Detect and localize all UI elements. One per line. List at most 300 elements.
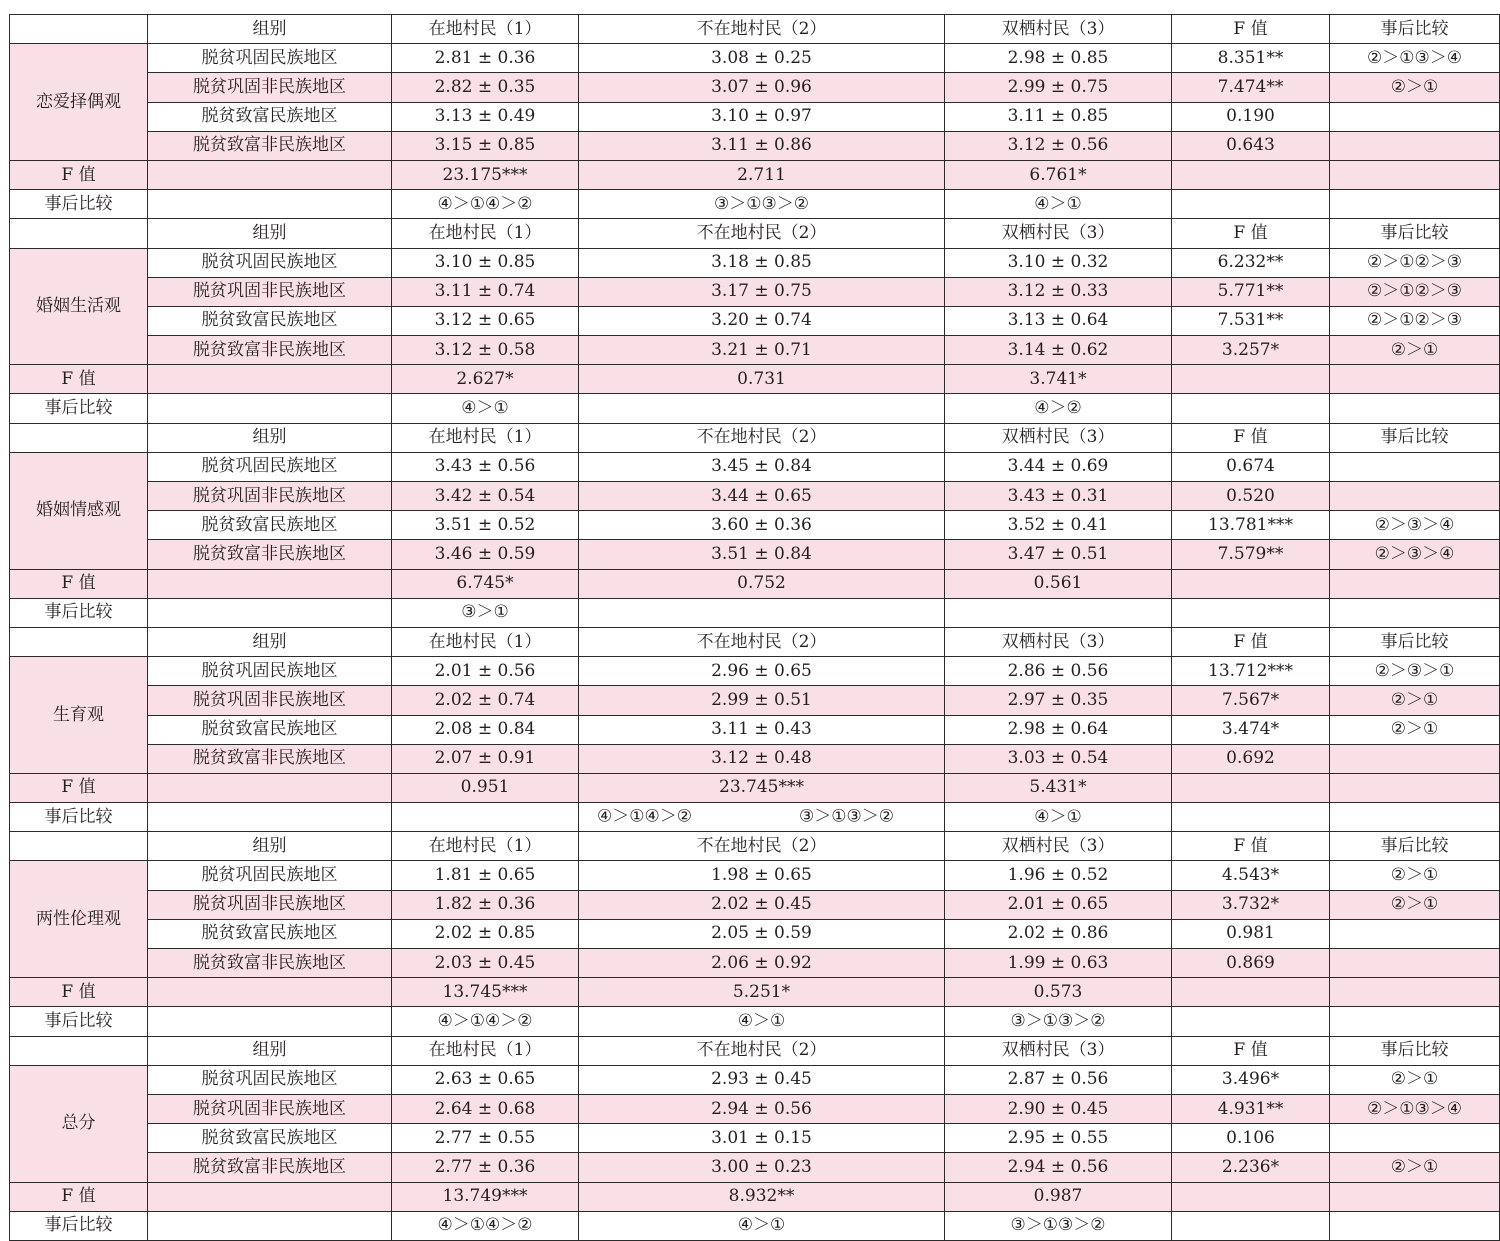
data-cell: ②＞③＞④ <box>1330 540 1500 569</box>
column-header: 在地村民（1） <box>392 1036 579 1065</box>
dimension-label: 总分 <box>10 1065 148 1182</box>
column-header: 组别 <box>148 1036 392 1065</box>
data-cell: 0.106 <box>1172 1124 1330 1153</box>
f-value-cell: 0.731 <box>579 365 945 394</box>
post-hoc-label: 事后比较 <box>10 598 148 627</box>
post-hoc-row <box>10 598 1500 627</box>
data-cell <box>1330 919 1500 948</box>
data-cell: 3.12 ± 0.56 <box>945 131 1172 160</box>
empty-cell <box>1172 598 1330 627</box>
data-cell: 2.99 ± 0.51 <box>579 686 945 715</box>
empty-cell <box>1330 1007 1500 1036</box>
f-value-cell: 23.175*** <box>392 160 579 189</box>
table-row <box>10 1124 1500 1153</box>
post-hoc-label: 事后比较 <box>10 190 148 219</box>
header-row <box>10 832 1500 861</box>
group-label: 脱贫致富民族地区 <box>148 511 392 540</box>
data-cell: 0.692 <box>1172 744 1330 773</box>
f-value-label: F 值 <box>10 773 148 802</box>
empty-cell <box>1172 569 1330 598</box>
f-value-row <box>10 160 1500 189</box>
table-row <box>10 890 1500 919</box>
column-header: 在地村民（1） <box>392 15 579 44</box>
data-cell: 3.474* <box>1172 715 1330 744</box>
column-header: 不在地村民（2） <box>579 832 945 861</box>
data-cell: 2.02 ± 0.74 <box>392 686 579 715</box>
header-spacer <box>10 1036 148 1065</box>
empty-cell <box>1330 1211 1500 1240</box>
f-value-cell: 8.932** <box>579 1182 945 1211</box>
group-label: 脱贫巩固非民族地区 <box>148 890 392 919</box>
data-cell: ②＞①②＞③ <box>1330 248 1500 277</box>
post-hoc-cell: ④＞① <box>945 803 1172 832</box>
data-cell: 3.52 ± 0.41 <box>945 511 1172 540</box>
data-cell: 1.99 ± 0.63 <box>945 949 1172 978</box>
data-cell: 2.05 ± 0.59 <box>579 919 945 948</box>
header-row <box>10 1036 1500 1065</box>
empty-cell <box>1172 1007 1330 1036</box>
data-cell: 0.981 <box>1172 919 1330 948</box>
dimension-label: 生育观 <box>10 657 148 774</box>
f-value-cell: 0.561 <box>945 569 1172 598</box>
data-cell: ②＞①②＞③ <box>1330 306 1500 335</box>
data-cell: 1.81 ± 0.65 <box>392 861 579 890</box>
table-row <box>10 306 1500 335</box>
header-spacer <box>10 219 148 248</box>
empty-cell <box>148 773 392 802</box>
column-header: 组别 <box>148 15 392 44</box>
column-header: 双栖村民（3） <box>945 832 1172 861</box>
column-header: 事后比较 <box>1330 219 1500 248</box>
empty-cell <box>1330 160 1500 189</box>
empty-cell <box>148 1182 392 1211</box>
data-cell: 5.771** <box>1172 277 1330 306</box>
table-row <box>10 73 1500 102</box>
data-cell: 13.781*** <box>1172 511 1330 540</box>
dimension-label: 两性伦理观 <box>10 861 148 978</box>
group-label: 脱贫致富民族地区 <box>148 306 392 335</box>
f-value-cell: 2.627* <box>392 365 579 394</box>
data-cell: 3.10 ± 0.85 <box>392 248 579 277</box>
data-cell <box>1330 102 1500 131</box>
group-label: 脱贫致富非民族地区 <box>148 1153 392 1182</box>
data-cell: 3.45 ± 0.84 <box>579 452 945 481</box>
data-cell: 7.579** <box>1172 540 1330 569</box>
data-cell: 3.20 ± 0.74 <box>579 306 945 335</box>
data-cell: 3.60 ± 0.36 <box>579 511 945 540</box>
data-cell: 2.77 ± 0.36 <box>392 1153 579 1182</box>
data-cell: 1.98 ± 0.65 <box>579 861 945 890</box>
post-hoc-cell: ④＞① <box>392 394 579 423</box>
group-label: 脱贫巩固民族地区 <box>148 1065 392 1094</box>
data-cell: 3.51 ± 0.52 <box>392 511 579 540</box>
group-label: 脱贫致富民族地区 <box>148 1124 392 1153</box>
group-label: 脱贫致富非民族地区 <box>148 131 392 160</box>
f-value-cell: 13.745*** <box>392 978 579 1007</box>
empty-cell <box>148 803 392 832</box>
post-hoc-row <box>10 1007 1500 1036</box>
f-value-cell: 6.745* <box>392 569 579 598</box>
data-cell: 3.12 ± 0.48 <box>579 744 945 773</box>
table-row <box>10 949 1500 978</box>
data-cell: ②＞① <box>1330 861 1500 890</box>
table-row <box>10 131 1500 160</box>
data-cell: 2.86 ± 0.56 <box>945 657 1172 686</box>
column-header: F 值 <box>1172 627 1330 656</box>
data-cell: ②＞① <box>1330 686 1500 715</box>
data-cell: 2.93 ± 0.45 <box>579 1065 945 1094</box>
data-cell: 2.81 ± 0.36 <box>392 44 579 73</box>
column-header: 组别 <box>148 423 392 452</box>
table-row <box>10 1153 1500 1182</box>
data-cell: 2.07 ± 0.91 <box>392 744 579 773</box>
data-cell: 3.47 ± 0.51 <box>945 540 1172 569</box>
post-hoc-cell <box>579 598 945 627</box>
dimension-label: 婚姻生活观 <box>10 248 148 365</box>
data-cell: 3.43 ± 0.31 <box>945 482 1172 511</box>
data-cell: 0.674 <box>1172 452 1330 481</box>
column-header: 组别 <box>148 219 392 248</box>
f-value-cell: 6.761* <box>945 160 1172 189</box>
group-label: 脱贫致富民族地区 <box>148 102 392 131</box>
table-row <box>10 1094 1500 1123</box>
column-header: 事后比较 <box>1330 423 1500 452</box>
post-hoc-row <box>10 190 1500 219</box>
data-cell: 3.42 ± 0.54 <box>392 482 579 511</box>
post-hoc-label: 事后比较 <box>10 803 148 832</box>
column-header: 不在地村民（2） <box>579 15 945 44</box>
table-row <box>10 744 1500 773</box>
data-cell: 3.21 ± 0.71 <box>579 336 945 365</box>
column-header: F 值 <box>1172 1036 1330 1065</box>
data-cell: ②＞① <box>1330 73 1500 102</box>
table-body <box>10 15 1500 1241</box>
post-hoc-cell: ④＞①④＞② <box>392 1211 579 1240</box>
column-header: 在地村民（1） <box>392 423 579 452</box>
post-hoc-cell: ③＞① <box>392 598 579 627</box>
empty-cell <box>148 569 392 598</box>
empty-cell <box>1172 803 1330 832</box>
empty-cell <box>1330 190 1500 219</box>
empty-cell <box>1172 773 1330 802</box>
post-hoc-cell: ③＞①③＞② <box>945 1007 1172 1036</box>
data-cell: 1.96 ± 0.52 <box>945 861 1172 890</box>
data-cell: ②＞①③＞④ <box>1330 44 1500 73</box>
post-hoc-cell: ④＞①④＞② <box>392 1007 579 1036</box>
header-spacer <box>10 627 148 656</box>
column-header: 双栖村民（3） <box>945 1036 1172 1065</box>
data-cell: 7.531** <box>1172 306 1330 335</box>
empty-cell <box>1172 160 1330 189</box>
column-header: F 值 <box>1172 832 1330 861</box>
data-cell <box>1330 482 1500 511</box>
table-row <box>10 44 1500 73</box>
data-cell: 2.98 ± 0.85 <box>945 44 1172 73</box>
group-label: 脱贫致富非民族地区 <box>148 949 392 978</box>
data-cell: 2.95 ± 0.55 <box>945 1124 1172 1153</box>
data-cell: 3.496* <box>1172 1065 1330 1094</box>
data-cell: 3.12 ± 0.65 <box>392 306 579 335</box>
table-row <box>10 1065 1500 1094</box>
f-value-cell: 2.711 <box>579 160 945 189</box>
f-value-label: F 值 <box>10 978 148 1007</box>
group-label: 脱贫致富民族地区 <box>148 715 392 744</box>
data-cell: 3.10 ± 0.32 <box>945 248 1172 277</box>
post-hoc-cell: ③＞①③＞② <box>579 190 945 219</box>
header-spacer <box>10 423 148 452</box>
empty-cell <box>148 394 392 423</box>
column-header: 不在地村民（2） <box>579 627 945 656</box>
dimension-label: 婚姻情感观 <box>10 452 148 569</box>
data-cell: 3.12 ± 0.58 <box>392 336 579 365</box>
table-row <box>10 919 1500 948</box>
data-cell: 3.732* <box>1172 890 1330 919</box>
empty-cell <box>1172 190 1330 219</box>
data-cell: 3.00 ± 0.23 <box>579 1153 945 1182</box>
post-hoc-text: ③＞①③＞② <box>799 806 894 827</box>
post-hoc-text: ④＞①④＞② <box>597 806 692 827</box>
dimension-label: 恋爱择偶观 <box>10 44 148 161</box>
post-hoc-label: 事后比较 <box>10 394 148 423</box>
group-label: 脱贫巩固民族地区 <box>148 248 392 277</box>
group-label: 脱贫巩固非民族地区 <box>148 686 392 715</box>
data-cell: 3.17 ± 0.75 <box>579 277 945 306</box>
group-label: 脱贫致富非民族地区 <box>148 540 392 569</box>
data-cell <box>1330 1124 1500 1153</box>
group-label: 脱贫巩固民族地区 <box>148 44 392 73</box>
column-header: 在地村民（1） <box>392 627 579 656</box>
data-cell: 3.14 ± 0.62 <box>945 336 1172 365</box>
data-cell: 3.46 ± 0.59 <box>392 540 579 569</box>
table-row <box>10 482 1500 511</box>
f-value-cell: 3.741* <box>945 365 1172 394</box>
column-header: 不在地村民（2） <box>579 423 945 452</box>
empty-cell <box>148 978 392 1007</box>
data-cell: 3.15 ± 0.85 <box>392 131 579 160</box>
post-hoc-cell: ④＞① <box>579 1007 945 1036</box>
f-value-cell: 5.251* <box>579 978 945 1007</box>
column-header: 在地村民（1） <box>392 832 579 861</box>
f-value-cell: 0.951 <box>392 773 579 802</box>
f-value-row <box>10 773 1500 802</box>
data-cell: 2.90 ± 0.45 <box>945 1094 1172 1123</box>
f-value-row <box>10 569 1500 598</box>
data-cell: 2.06 ± 0.92 <box>579 949 945 978</box>
data-cell: 3.10 ± 0.97 <box>579 102 945 131</box>
empty-cell <box>148 598 392 627</box>
group-label: 脱贫巩固民族地区 <box>148 657 392 686</box>
post-hoc-label: 事后比较 <box>10 1211 148 1240</box>
column-header: 组别 <box>148 832 392 861</box>
f-value-cell: 23.745*** <box>579 773 945 802</box>
header-row <box>10 219 1500 248</box>
data-cell: 2.08 ± 0.84 <box>392 715 579 744</box>
anova-table <box>9 14 1500 1241</box>
data-cell: 4.931** <box>1172 1094 1330 1123</box>
post-hoc-cell <box>579 803 945 832</box>
data-cell: 2.99 ± 0.75 <box>945 73 1172 102</box>
post-hoc-cell: ④＞② <box>945 394 1172 423</box>
table-row <box>10 102 1500 131</box>
post-hoc-row <box>10 394 1500 423</box>
data-cell: 2.01 ± 0.56 <box>392 657 579 686</box>
empty-cell <box>1330 1182 1500 1211</box>
f-value-label: F 值 <box>10 160 148 189</box>
data-cell: 2.02 ± 0.85 <box>392 919 579 948</box>
data-cell: 3.07 ± 0.96 <box>579 73 945 102</box>
column-header: F 值 <box>1172 15 1330 44</box>
data-cell: 3.12 ± 0.33 <box>945 277 1172 306</box>
data-cell: 1.82 ± 0.36 <box>392 890 579 919</box>
table-row <box>10 511 1500 540</box>
column-header: 组别 <box>148 627 392 656</box>
data-cell: 3.257* <box>1172 336 1330 365</box>
post-hoc-cell: ④＞① <box>579 1211 945 1240</box>
data-cell: 3.08 ± 0.25 <box>579 44 945 73</box>
f-value-cell: 0.752 <box>579 569 945 598</box>
table-row <box>10 248 1500 277</box>
group-label: 脱贫巩固民族地区 <box>148 452 392 481</box>
column-header: 事后比较 <box>1330 832 1500 861</box>
data-cell: ②＞③＞④ <box>1330 511 1500 540</box>
column-header: 双栖村民（3） <box>945 627 1172 656</box>
column-header: 不在地村民（2） <box>579 219 945 248</box>
data-cell: 2.02 ± 0.86 <box>945 919 1172 948</box>
post-hoc-cell <box>945 598 1172 627</box>
data-cell: ②＞① <box>1330 1065 1500 1094</box>
column-header: 不在地村民（2） <box>579 1036 945 1065</box>
data-cell: ②＞①②＞③ <box>1330 277 1500 306</box>
data-cell: 2.64 ± 0.68 <box>392 1094 579 1123</box>
data-cell <box>1330 744 1500 773</box>
group-label: 脱贫致富民族地区 <box>148 919 392 948</box>
f-value-label: F 值 <box>10 365 148 394</box>
data-cell: 2.98 ± 0.64 <box>945 715 1172 744</box>
data-cell: 7.474** <box>1172 73 1330 102</box>
empty-cell <box>1172 365 1330 394</box>
data-cell: 3.44 ± 0.69 <box>945 452 1172 481</box>
post-hoc-cell <box>392 803 579 832</box>
data-cell: 2.77 ± 0.55 <box>392 1124 579 1153</box>
empty-cell <box>1330 394 1500 423</box>
data-cell: ②＞① <box>1330 1153 1500 1182</box>
empty-cell <box>1172 1182 1330 1211</box>
empty-cell <box>1330 773 1500 802</box>
data-cell: 3.11 ± 0.74 <box>392 277 579 306</box>
data-cell: ②＞①③＞④ <box>1330 1094 1500 1123</box>
column-header: F 值 <box>1172 219 1330 248</box>
group-label: 脱贫巩固非民族地区 <box>148 277 392 306</box>
f-value-row <box>10 978 1500 1007</box>
data-cell: 2.94 ± 0.56 <box>945 1153 1172 1182</box>
empty-cell <box>1172 394 1330 423</box>
f-value-cell: 0.573 <box>945 978 1172 1007</box>
column-header: 双栖村民（3） <box>945 15 1172 44</box>
table-row <box>10 715 1500 744</box>
data-cell: 0.520 <box>1172 482 1330 511</box>
empty-cell <box>1330 803 1500 832</box>
empty-cell <box>148 1211 392 1240</box>
empty-cell <box>1330 365 1500 394</box>
post-hoc-cell <box>579 394 945 423</box>
column-header: 双栖村民（3） <box>945 423 1172 452</box>
table-row <box>10 336 1500 365</box>
data-cell: 3.11 ± 0.86 <box>579 131 945 160</box>
data-cell: 3.18 ± 0.85 <box>579 248 945 277</box>
table-row <box>10 277 1500 306</box>
empty-cell <box>1172 1211 1330 1240</box>
data-cell: 3.44 ± 0.65 <box>579 482 945 511</box>
data-cell: 0.643 <box>1172 131 1330 160</box>
column-header: 在地村民（1） <box>392 219 579 248</box>
data-cell: 4.543* <box>1172 861 1330 890</box>
post-hoc-row <box>10 803 1500 832</box>
data-cell: 0.190 <box>1172 102 1330 131</box>
table-row <box>10 686 1500 715</box>
f-value-label: F 值 <box>10 569 148 598</box>
data-cell: 3.43 ± 0.56 <box>392 452 579 481</box>
data-cell: 2.96 ± 0.65 <box>579 657 945 686</box>
data-cell <box>1330 949 1500 978</box>
data-cell: 2.63 ± 0.65 <box>392 1065 579 1094</box>
group-label: 脱贫致富非民族地区 <box>148 744 392 773</box>
empty-cell <box>1172 978 1330 1007</box>
data-cell: 2.82 ± 0.35 <box>392 73 579 102</box>
post-hoc-label: 事后比较 <box>10 1007 148 1036</box>
header-row <box>10 15 1500 44</box>
data-cell <box>1330 452 1500 481</box>
header-row <box>10 627 1500 656</box>
table-row <box>10 657 1500 686</box>
data-cell: 8.351** <box>1172 44 1330 73</box>
f-value-cell: 5.431* <box>945 773 1172 802</box>
data-cell: 3.03 ± 0.54 <box>945 744 1172 773</box>
f-value-cell: 0.987 <box>945 1182 1172 1211</box>
data-cell: 2.97 ± 0.35 <box>945 686 1172 715</box>
data-cell: 3.11 ± 0.43 <box>579 715 945 744</box>
empty-cell <box>1330 569 1500 598</box>
table-row <box>10 452 1500 481</box>
data-cell: 3.13 ± 0.49 <box>392 102 579 131</box>
data-cell: ②＞① <box>1330 715 1500 744</box>
empty-cell <box>1330 978 1500 1007</box>
f-value-row <box>10 365 1500 394</box>
group-label: 脱贫巩固民族地区 <box>148 861 392 890</box>
group-label: 脱贫致富非民族地区 <box>148 336 392 365</box>
f-value-row <box>10 1182 1500 1211</box>
group-label: 脱贫巩固非民族地区 <box>148 73 392 102</box>
empty-cell <box>148 365 392 394</box>
data-cell: 13.712*** <box>1172 657 1330 686</box>
f-value-label: F 值 <box>10 1182 148 1211</box>
empty-cell <box>148 160 392 189</box>
data-cell: 2.02 ± 0.45 <box>579 890 945 919</box>
data-cell: ②＞① <box>1330 336 1500 365</box>
header-spacer <box>10 832 148 861</box>
data-cell: 3.13 ± 0.64 <box>945 306 1172 335</box>
column-header: 事后比较 <box>1330 627 1500 656</box>
group-label: 脱贫巩固非民族地区 <box>148 1094 392 1123</box>
post-hoc-row <box>10 1211 1500 1240</box>
group-label: 脱贫巩固非民族地区 <box>148 482 392 511</box>
data-cell: 3.01 ± 0.15 <box>579 1124 945 1153</box>
header-spacer <box>10 15 148 44</box>
column-header: 双栖村民（3） <box>945 219 1172 248</box>
data-cell: 2.87 ± 0.56 <box>945 1065 1172 1094</box>
data-cell: 6.232** <box>1172 248 1330 277</box>
f-value-cell: 13.749*** <box>392 1182 579 1211</box>
empty-cell <box>1330 598 1500 627</box>
